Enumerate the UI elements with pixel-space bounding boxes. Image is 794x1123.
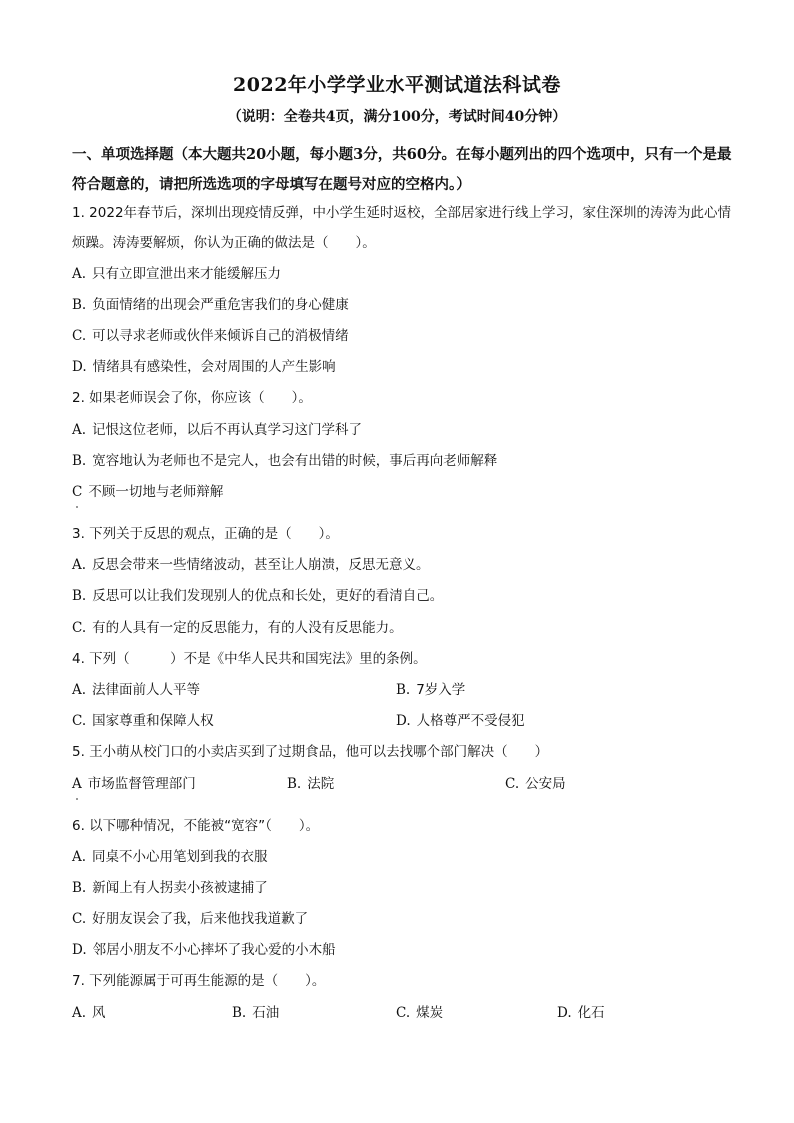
option-text: 记恨这位老师，以后不再认真学习这门学科了 <box>92 422 363 438</box>
option-letter: B. <box>396 682 411 698</box>
option-text: 同桌不小心用笔划到我的衣服 <box>92 849 268 865</box>
section-heading: 一、单项选择题（本大题共20小题，每小题3分，共60分。在每小题列出的四个选项中，只有一个是最符合题意的，请把所选选项的字母填写在题号对应的空格内。） <box>72 146 732 193</box>
option-item <box>72 482 223 502</box>
option-text: 国家尊重和保障人权 <box>92 713 214 729</box>
option-letter: C. <box>72 620 87 636</box>
option-item <box>72 357 336 377</box>
option-item <box>72 847 268 867</box>
option-item <box>287 774 334 794</box>
option-text: 化石 <box>577 1005 605 1021</box>
option-text: 负面情绪的出现会严重危害我们的身心健康 <box>92 297 349 313</box>
option-text: 新闻上有人拐卖小孩被逮捕了 <box>92 880 268 896</box>
option-letter: C. <box>396 1005 411 1021</box>
option-item <box>72 878 268 898</box>
option-item <box>396 680 465 700</box>
option-item <box>232 1003 279 1023</box>
option-letter: C. <box>72 328 87 344</box>
option-letter: A. <box>72 266 87 282</box>
option-text: 邻居小朋友不小心摔坏了我心爱的小木船 <box>92 942 336 958</box>
option-item <box>72 555 430 575</box>
option-letter: A. <box>72 422 87 438</box>
option-item <box>72 711 214 731</box>
option-item <box>72 940 336 960</box>
question-stem: 5. 王小萌从校门口的小卖店买到了过期食品，他可以去找哪个部门解决（ ） <box>72 744 549 760</box>
option-letter: A. <box>72 849 87 865</box>
option-text: 风 <box>92 1005 106 1021</box>
option-item <box>72 909 308 929</box>
option-letter: C <box>72 484 83 500</box>
question-stem: 7. 下列能源属于可再生能源的是（ ）。 <box>72 973 326 989</box>
question-stem: 1. 2022年春节后，深圳出现疫情反弹，中小学生延时返校，全部居家进行线上学习，家住深圳的涛涛为此心情烦躁。涛涛要解烦，你认为正确的做法是（ ）。 <box>72 205 732 251</box>
option-letter: B. <box>232 1005 247 1021</box>
option-item <box>72 586 443 606</box>
option-letter: A. <box>72 1005 87 1021</box>
exam-title: 2022年小学学业水平测试道法科试卷 <box>233 74 561 96</box>
option-text: 有的人具有一定的反思能力，有的人没有反思能力。 <box>92 620 403 636</box>
option-text: 法律面前人人平等 <box>92 682 201 698</box>
option-letter: D. <box>396 713 411 729</box>
option-item <box>72 420 362 440</box>
option-text: 不顾一切地与老师辩解 <box>88 484 224 500</box>
option-letter: D. <box>72 359 87 375</box>
option-item <box>72 774 196 794</box>
option-text: 煤炭 <box>416 1005 444 1021</box>
option-text: 情绪具有感染性，会对周围的人产生影响 <box>92 359 336 375</box>
option-item <box>72 264 281 284</box>
option-text: 人格尊严不受侵犯 <box>416 713 525 729</box>
option-text: 法院 <box>307 776 335 792</box>
option-text: 市场监督管理部门 <box>87 776 196 792</box>
option-letter: D. <box>72 942 87 958</box>
option-letter: A. <box>72 682 87 698</box>
stray-dot <box>76 506 78 508</box>
option-text: 好朋友误会了我，后来他找我道歉了 <box>92 911 309 927</box>
option-letter: D. <box>557 1005 572 1021</box>
option-letter: B. <box>72 880 87 896</box>
option-item <box>72 618 403 638</box>
question-stem: 3. 下列关于反思的观点，正确的是（ ）。 <box>72 526 339 542</box>
option-letter: B. <box>287 776 302 792</box>
option-item <box>72 295 349 315</box>
option-text: 可以寻求老师或伙伴来倾诉自己的消极情绪 <box>92 328 349 344</box>
question-stem: 4. 下列（ ）不是《中华人民共和国宪法》里的条例。 <box>72 651 427 667</box>
option-item <box>396 1003 443 1023</box>
option-letter: B. <box>72 588 87 604</box>
option-item <box>72 451 497 471</box>
option-letter: C. <box>72 713 87 729</box>
stray-dot <box>76 798 78 800</box>
option-text: 公安局 <box>525 776 566 792</box>
option-text: 只有立即宣泄出来才能缓解压力 <box>92 266 282 282</box>
option-item <box>72 680 200 700</box>
exam-instructions: （说明：全卷共4页，满分100分，考试时间40分钟） <box>227 109 567 125</box>
question-stem: 6. 以下哪种情况，不能被“宽容”（ ）。 <box>72 818 320 834</box>
question-stem: 2. 如果老师误会了你，你应该（ ）。 <box>72 390 312 406</box>
option-item <box>72 326 349 346</box>
option-letter: C. <box>72 911 87 927</box>
option-letter: A. <box>72 557 87 573</box>
option-text: 反思会带来一些情绪波动，甚至让人崩溃，反思无意义。 <box>92 557 430 573</box>
option-text: 反思可以让我们发现别人的优点和长处，更好的看清自己。 <box>92 588 444 604</box>
option-letter: A <box>72 776 82 792</box>
option-text: 宽容地认为老师也不是完人，也会有出错的时候，事后再向老师解释 <box>92 453 498 469</box>
option-item <box>557 1003 605 1023</box>
option-item <box>396 711 525 731</box>
option-letter: C. <box>505 776 520 792</box>
option-text: 7岁入学 <box>416 682 466 698</box>
option-item <box>72 1003 106 1023</box>
option-item <box>505 774 566 794</box>
option-letter: B. <box>72 297 87 313</box>
option-letter: B. <box>72 453 87 469</box>
option-text: 石油 <box>252 1005 280 1021</box>
